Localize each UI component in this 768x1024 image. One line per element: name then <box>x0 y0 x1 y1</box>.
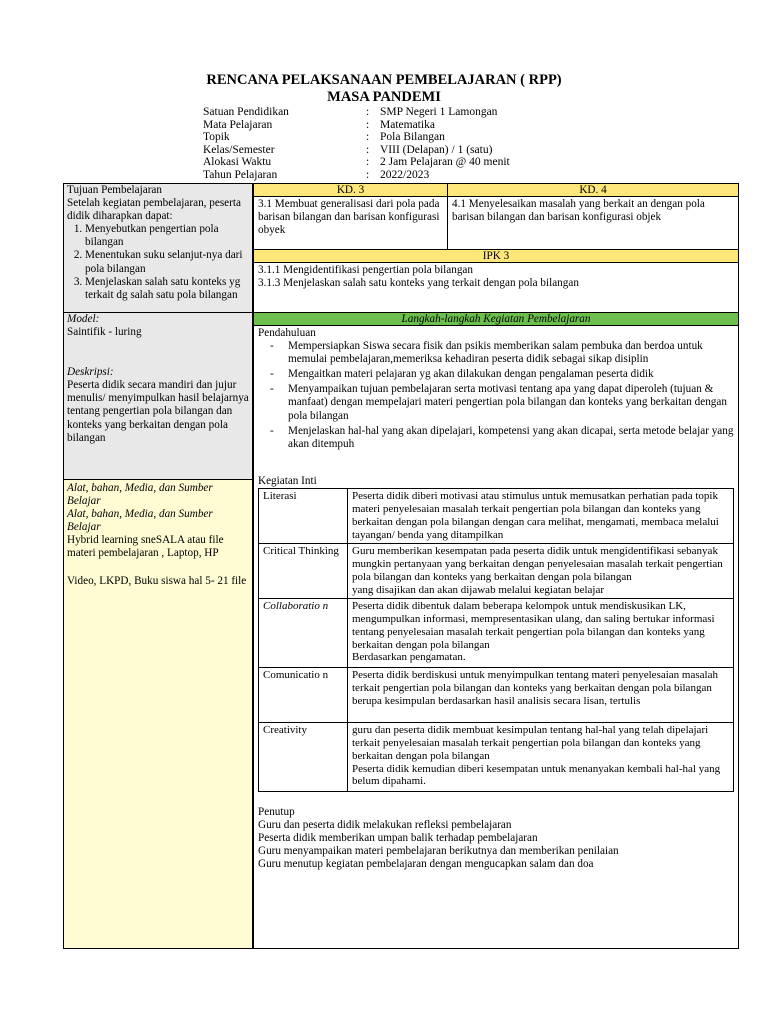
inti-label: Critical Thinking <box>259 543 348 598</box>
info-row <box>203 169 623 182</box>
document-title: RENCANA PELAKSANAAN PEMBELAJARAN ( RPP) <box>206 72 562 88</box>
inti-label: Literasi <box>259 488 348 543</box>
table-row <box>259 543 734 598</box>
info-key: Topik <box>203 131 230 143</box>
pendahuluan-list <box>258 340 734 451</box>
info-value: 2022/2023 <box>380 168 430 181</box>
info-key: Alokasi Waktu <box>203 156 272 168</box>
alat-cell <box>63 479 253 949</box>
ipk-item: 3.1.1 Mengidentifikasi pengertian pola bilangan <box>258 264 473 276</box>
pendahuluan-heading: Pendahuluan <box>258 327 316 339</box>
info-key: Satuan Pendidikan <box>203 106 289 118</box>
tujuan-cell <box>63 183 253 313</box>
info-row <box>203 156 623 169</box>
deskripsi-text: Peserta didik secara mandiri dan jujur menulis/ menyimpulkan hasil belajarnya tentang pengertian pola bilangan dan konteks yang berkaitan dengan pola bilangan <box>67 379 249 444</box>
list-item: 3. Menjelaskan salah satu konteks yg terkait dg salah satu pola bilangan <box>85 276 249 302</box>
model-cell <box>63 312 253 480</box>
info-key: Kelas/Semester <box>203 143 275 156</box>
info-row <box>203 144 623 157</box>
inti-table <box>258 488 734 792</box>
inti-label: Collaboratio n <box>259 598 348 667</box>
ipk-cell <box>253 262 739 313</box>
table-row <box>259 667 734 722</box>
inti-label: Comunicatio n <box>259 667 348 722</box>
model-value: Saintifik - luring <box>67 326 142 339</box>
alat-heading: Alat, bahan, Media, dan Sumber Belajar <box>67 482 213 508</box>
table-row <box>259 598 734 667</box>
alat-heading: Alat, bahan, Media, dan Sumber Belajar <box>67 508 213 534</box>
inti-text: Peserta didik berdiskusi untuk menyimpulkan tentang materi penyelesaian masalah terkait pengertian pola bilangan dan konteks yang berkaitan dengan pola bilangan berupa kesimpulan berdasarkan hasil analisis secara lisan, tertulis <box>348 667 734 722</box>
info-value: Pola Bilangan <box>380 131 445 143</box>
info-value: 2 Jam Pelajaran @ 40 menit <box>380 156 510 168</box>
inti-text: guru dan peserta didik membuat kesimpulan tentang hal-hal yang telah dipelajari terkait penyelesaian masalah terkait pengertian pola bilangan dan konteks yang berkaitan dengan pola bilangan Peserta didik kemudian diberi kesempatan untuk menanyakan kembali hal-hal yang belum dipahami. <box>348 722 734 791</box>
info-sep: : <box>366 131 370 143</box>
kd4-heading: KD. 4 <box>447 183 739 197</box>
alat-text: Hybrid learning sneSALA atau file materi pembelajaran , Laptop, HP <box>67 534 224 560</box>
alat-text: Video, LKPD, Buku siswa hal 5- 21 file <box>67 574 247 587</box>
penutup-item: Guru menutup kegiatan pembelajaran dengan mengucapkan salam dan doa <box>258 858 594 871</box>
info-sep: : <box>366 156 370 168</box>
inti-heading: Kegiatan Inti <box>258 474 317 487</box>
model-heading: Model: <box>67 313 100 325</box>
penutup-item: Guru menyampaikan materi pembelajaran berikutnya dan memberikan penilaian <box>258 845 619 858</box>
list-item: - Menyampaikan tujuan pembelajaran serta motivasi tentang apa yang dapat diperoleh (tujuan & manfaat) dengan mempelajari materi pengertian pola bilangan dan konteks yang berkaitan dengan pola bilangan <box>258 383 734 422</box>
inti-text: Guru memberikan kesempatan pada peserta didik untuk mengidentifikasi sebanyak mungkin pertanyaan yang berkaitan dengan penyelesaian masalah terkait pengertian pola bilangan dan konteks yang berkaitan dengan pola bilangan yang disajikan dan akan dijawab melalui kegiatan belajar <box>348 543 734 598</box>
kd3-heading: KD. 3 <box>253 183 448 197</box>
ipk-heading: IPK 3 <box>253 249 739 263</box>
info-sep: : <box>366 106 370 118</box>
table-row <box>259 722 734 791</box>
penutup-item: Guru dan peserta didik melakukan refleksi pembelajaran <box>258 819 512 832</box>
list-item: - Mengaitkan materi pelajaran yg akan dilakukan dengan pengalaman peserta didik <box>258 368 734 381</box>
info-sep: : <box>366 143 370 156</box>
inti-text: Peserta didik dibentuk dalam beberapa kelompok untuk mendiskusikan LK, mengumpulkan informasi, mempresentasikan ulang, dan saling bertukar informasi tentang penyelesaian masalah terkait pengertian pola bilangan dan konteks yang berkaitan dengan pola bilangan Berdasarkan pengamatan. <box>348 598 734 667</box>
inti-text: Peserta didik diberi motivasi atau stimulus untuk memusatkan perhatian pada topik materi penyelesaian masalah terkait pengertian pola bilangan dan konteks yang berkaitan dengan pola bilangan dengan cara melihat, mengamati, membaca melalui tayangan/ benda yang ditampilkan <box>348 488 734 543</box>
penutup-item: Peserta didik memberikan umpan balik terhadap pembelajaran <box>258 832 538 845</box>
info-value: SMP Negeri 1 Lamongan <box>380 106 498 118</box>
document-subtitle: MASA PANDEMI <box>327 89 441 105</box>
langkah-cell <box>253 325 739 949</box>
tujuan-list <box>67 223 249 302</box>
info-sep: : <box>366 118 370 131</box>
ipk-item: 3.1.3 Menjelaskan salah satu konteks yang terkait dengan pola bilangan <box>258 277 579 290</box>
identity-block <box>203 106 623 181</box>
list-item: - Menjelaskan hal-hal yang akan dipelajari, kompetensi yang akan dicapai, serta metode belajar yang akan ditempuh <box>258 425 734 451</box>
info-row <box>203 106 623 119</box>
info-row <box>203 119 623 132</box>
kd4-text: 4.1 Menyelesaikan masalah yang berkait an dengan pola barisan bilangan dan barisan konfigurasi objek <box>447 196 739 250</box>
kd3-text: 3.1 Membuat generalisasi dari pola pada barisan bilangan dan barisan konfigurasi obyek <box>253 196 448 250</box>
info-value: Matematika <box>380 118 435 131</box>
list-item: - Mempersiapkan Siswa secara fisik dan psikis memberikan salam pembuka dan berdoa untuk memulai pembelajaran,memeriksa kehadiran peserta didik sebagai sikap disiplin <box>258 340 734 366</box>
tujuan-heading: Tujuan Pembelajaran <box>67 184 162 196</box>
langkah-heading: Langkah-langkah Kegiatan Pembelajaran <box>253 312 739 326</box>
info-row <box>203 131 623 144</box>
list-item: 1. Menyebutkan pengertian pola bilangan <box>85 223 249 249</box>
info-sep: : <box>366 168 370 181</box>
info-value: VIII (Delapan) / 1 (satu) <box>380 143 493 156</box>
deskripsi-heading: Deskripsi: <box>67 366 114 379</box>
penutup-heading: Penutup <box>258 805 295 818</box>
info-key: Tahun Pelajaran <box>203 168 278 181</box>
tujuan-intro: Setelah kegiatan pembelajaran, peserta didik diharapkan dapat: <box>67 197 241 223</box>
info-key: Mata Pelajaran <box>203 118 273 131</box>
inti-label: Creativity <box>259 722 348 791</box>
list-item: 2. Menentukan suku selanjut-nya dari pola bilangan <box>85 249 249 275</box>
table-row <box>259 488 734 543</box>
